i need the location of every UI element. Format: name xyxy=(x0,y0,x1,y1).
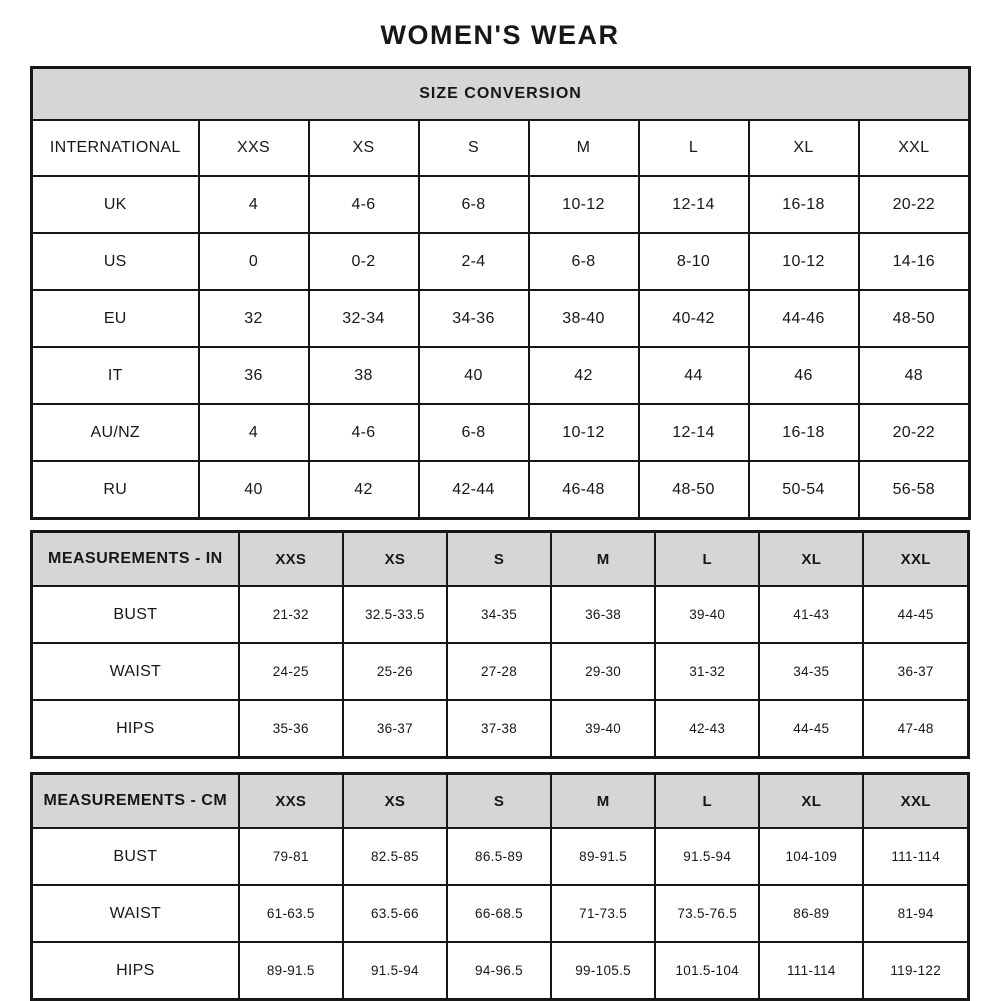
row-label-it: IT xyxy=(32,347,199,404)
size-conversion-banner: SIZE CONVERSION xyxy=(32,68,970,121)
table-cell: 47-48 xyxy=(863,700,968,758)
table-row-hips-in xyxy=(32,700,969,758)
table-cell: 42-44 xyxy=(419,461,529,519)
table-cell: 40 xyxy=(419,347,529,404)
table-cell: 4 xyxy=(199,404,309,461)
table-cell: 79-81 xyxy=(239,828,343,885)
table-cell: 27-28 xyxy=(447,643,551,700)
table-cell: 82.5-85 xyxy=(343,828,447,885)
column-header-xxl: XXL xyxy=(863,532,968,587)
measurements-cm-table xyxy=(30,772,970,1001)
table-cell: 119-122 xyxy=(863,942,968,1000)
table-row-ru xyxy=(32,461,970,519)
table-cell: 16-18 xyxy=(749,176,859,233)
table-cell: 111-114 xyxy=(863,828,968,885)
table-cell: 40-42 xyxy=(639,290,749,347)
table-cell: 34-35 xyxy=(759,643,863,700)
table-cell: 39-40 xyxy=(655,586,759,643)
table-cell: 71-73.5 xyxy=(551,885,655,942)
column-header-xs: XS xyxy=(343,774,447,829)
table-cell: 50-54 xyxy=(749,461,859,519)
table-cell: 38 xyxy=(309,347,419,404)
table-cell: 48-50 xyxy=(859,290,970,347)
table-cell: 36-37 xyxy=(343,700,447,758)
column-header-xs: XS xyxy=(309,120,419,176)
table-cell: 29-30 xyxy=(551,643,655,700)
table-cell: 32 xyxy=(199,290,309,347)
measurements-in-header: MEASUREMENTS - IN xyxy=(32,532,239,587)
column-header-international: INTERNATIONAL xyxy=(32,120,199,176)
table-cell: 101.5-104 xyxy=(655,942,759,1000)
column-header-xxl: XXL xyxy=(863,774,968,829)
table-cell: 94-96.5 xyxy=(447,942,551,1000)
table-cell: 40 xyxy=(199,461,309,519)
row-label-waist: WAIST xyxy=(32,643,239,700)
row-label-bust: BUST xyxy=(32,586,239,643)
table-cell: 89-91.5 xyxy=(551,828,655,885)
table-row-bust-in xyxy=(32,586,969,643)
table-cell: 63.5-66 xyxy=(343,885,447,942)
table-cell: 24-25 xyxy=(239,643,343,700)
table-row-eu xyxy=(32,290,970,347)
table-cell: 8-10 xyxy=(639,233,749,290)
column-header-s: S xyxy=(447,774,551,829)
row-label-bust: BUST xyxy=(32,828,239,885)
row-label-waist: WAIST xyxy=(32,885,239,942)
table-cell: 16-18 xyxy=(749,404,859,461)
table-cell: 61-63.5 xyxy=(239,885,343,942)
column-header-xs: XS xyxy=(343,532,447,587)
table-cell: 35-36 xyxy=(239,700,343,758)
table-cell: 44-45 xyxy=(759,700,863,758)
row-label-ru: RU xyxy=(32,461,199,519)
table-cell: 32-34 xyxy=(309,290,419,347)
table-cell: 111-114 xyxy=(759,942,863,1000)
column-header-xxl: XXL xyxy=(859,120,970,176)
column-header-xxs: XXS xyxy=(239,774,343,829)
table-cell: 34-35 xyxy=(447,586,551,643)
table-row-aunz xyxy=(32,404,970,461)
column-header-xl: XL xyxy=(759,532,863,587)
table-cell: 66-68.5 xyxy=(447,885,551,942)
table-cell: 42 xyxy=(529,347,639,404)
column-header-m: M xyxy=(529,120,639,176)
table-cell: 48-50 xyxy=(639,461,749,519)
column-header-m: M xyxy=(551,774,655,829)
table-cell: 20-22 xyxy=(859,404,970,461)
table-cell: 42 xyxy=(309,461,419,519)
table-cell: 10-12 xyxy=(529,176,639,233)
table-cell: 6-8 xyxy=(419,404,529,461)
table-cell: 31-32 xyxy=(655,643,759,700)
table-cell: 25-26 xyxy=(343,643,447,700)
table-cell: 73.5-76.5 xyxy=(655,885,759,942)
table-row-bust-cm xyxy=(32,828,969,885)
table-cell: 12-14 xyxy=(639,176,749,233)
row-label-aunz: AU/NZ xyxy=(32,404,199,461)
table-cell: 39-40 xyxy=(551,700,655,758)
table-cell: 104-109 xyxy=(759,828,863,885)
measurements-in-table xyxy=(30,530,970,759)
page-title: WOMEN'S WEAR xyxy=(380,20,620,50)
table-cell: 42-43 xyxy=(655,700,759,758)
table-cell: 0-2 xyxy=(309,233,419,290)
column-header-l: L xyxy=(639,120,749,176)
table-cell: 81-94 xyxy=(863,885,968,942)
column-header-m: M xyxy=(551,532,655,587)
table-cell: 99-105.5 xyxy=(551,942,655,1000)
table-cell: 32.5-33.5 xyxy=(343,586,447,643)
row-label-eu: EU xyxy=(32,290,199,347)
column-header-s: S xyxy=(419,120,529,176)
row-label-hips: HIPS xyxy=(32,700,239,758)
table-row-hips-cm xyxy=(32,942,969,1000)
table-cell: 36-37 xyxy=(863,643,968,700)
column-header-l: L xyxy=(655,532,759,587)
table-cell: 0 xyxy=(199,233,309,290)
table-cell: 48 xyxy=(859,347,970,404)
table-cell: 41-43 xyxy=(759,586,863,643)
column-header-xl: XL xyxy=(749,120,859,176)
table-cell: 10-12 xyxy=(529,404,639,461)
table-cell: 2-4 xyxy=(419,233,529,290)
table-cell: 20-22 xyxy=(859,176,970,233)
table-cell: 86.5-89 xyxy=(447,828,551,885)
table-cell: 36 xyxy=(199,347,309,404)
column-header-s: S xyxy=(447,532,551,587)
table-cell: 56-58 xyxy=(859,461,970,519)
table-cell: 91.5-94 xyxy=(343,942,447,1000)
measurements-cm-header: MEASUREMENTS - CM xyxy=(32,774,239,829)
table-cell: 46-48 xyxy=(529,461,639,519)
table-cell: 4-6 xyxy=(309,176,419,233)
table-cell: 12-14 xyxy=(639,404,749,461)
table-cell: 14-16 xyxy=(859,233,970,290)
table-cell: 86-89 xyxy=(759,885,863,942)
table-cell: 38-40 xyxy=(529,290,639,347)
table-cell: 37-38 xyxy=(447,700,551,758)
row-label-uk: UK xyxy=(32,176,199,233)
column-header-xxs: XXS xyxy=(239,532,343,587)
table-cell: 91.5-94 xyxy=(655,828,759,885)
column-header-xxs: XXS xyxy=(199,120,309,176)
table-cell: 4 xyxy=(199,176,309,233)
table-cell: 44-45 xyxy=(863,586,968,643)
table-cell: 46 xyxy=(749,347,859,404)
table-cell: 44 xyxy=(639,347,749,404)
table-cell: 4-6 xyxy=(309,404,419,461)
table-cell: 89-91.5 xyxy=(239,942,343,1000)
table-row-uk xyxy=(32,176,970,233)
table-row-it xyxy=(32,347,970,404)
size-chart-sheet xyxy=(30,0,970,1001)
column-header-l: L xyxy=(655,774,759,829)
table-row-waist-cm xyxy=(32,885,969,942)
table-cell: 6-8 xyxy=(529,233,639,290)
table-cell: 36-38 xyxy=(551,586,655,643)
table-cell: 34-36 xyxy=(419,290,529,347)
column-header-xl: XL xyxy=(759,774,863,829)
row-label-hips: HIPS xyxy=(32,942,239,1000)
row-label-us: US xyxy=(32,233,199,290)
table-cell: 21-32 xyxy=(239,586,343,643)
table-row-waist-in xyxy=(32,643,969,700)
table-cell: 44-46 xyxy=(749,290,859,347)
table-cell: 6-8 xyxy=(419,176,529,233)
table-row-us xyxy=(32,233,970,290)
table-cell: 10-12 xyxy=(749,233,859,290)
size-conversion-table xyxy=(30,66,971,520)
